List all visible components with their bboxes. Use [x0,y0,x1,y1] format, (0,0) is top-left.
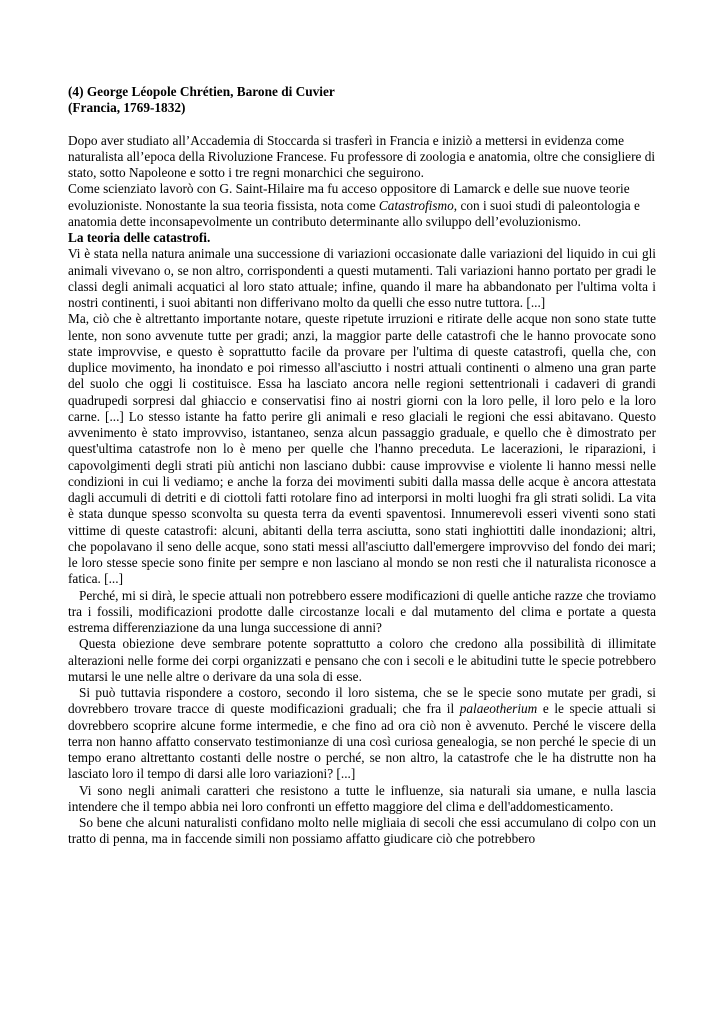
intro-paragraph-2-text-b: , con i suoi studi di paleontologia e anatomia dette inconsapevolmente un contributo determinante allo sviluppo dell’evoluzionismo. [68,197,640,229]
body-paragraph-2: Ma, ciò che è altrettanto importante notare, queste ripetute irruzioni e ritirate delle acque non sono state tutte lente, non sono avvenute tutte per gradi; anzi, la maggior parte delle catastrofi che le hanno provocate sono state improvvise, e questo è soprattutto facile da provare per l'ultima di queste catastrofi, quella che, con duplice movimento, ha inondato e poi rimesso all'asciutto i nostri attuali continenti o almeno una gran parte del suolo che oggi li costituisce. Essa ha lasciato ancora nelle regioni settentrionali i cadaveri di grandi quadrupedi sorpresi dal ghiaccio e conservatisi fino ai nostri giorni con la loro pelle, il loro pelo e la loro carne. [...] Lo stesso istante ha fatto perire gli animali e reso glaciali le regioni che essi abitavano. Questo avvenimento è stato improvviso, istantaneo, senza alcun passaggio graduale, e quello che è dimostrato per quest'ultima catastrofe non lo è meno per quelle che l'hanno preceduta. Le lacerazioni, le riparazioni, i capovolgimenti degli strati più antichi non lasciano dubbi: cause improvvise e violente li hanno messi nelle condizioni in cui li vediamo; e anche la forza dei movimenti subiti dalla massa delle acque è ancora attestata dagli accumuli di detriti e di ciottoli fatti rotolare fino ad interporsi in molti luoghi fra gli strati solidi. La vita è stata dunque spesso sconvolta su questa terra da eventi spaventosi. Innumerevoli esseri viventi sono stati vittime di queste catastrofi: alcuni, abitanti della terra asciutta, sono stati inghiottiti dalle inondazioni; altri, che popolavano il seno delle acque, sono stati messi all'asciutto dall'emergere improvviso del fondo dei mari; le loro stesse specie sono finite per sempre e non lasciano al mondo se non resti che il naturalista riconosce a fatica. [...] [68,311,656,587]
section-heading: La teoria delle catastrofi. [68,230,211,245]
title-line-1: (4) George Léopole Chrétien, Barone di Cuvier [68,84,335,99]
title-line-2: (Francia, 1769-1832) [68,100,186,116]
intro-paragraph-2 [68,181,656,230]
palaeotherium-term: palaeotherium [459,701,538,717]
body-paragraph-7: So bene che alcuni naturalisti confidano molto nelle migliaia di secoli che essi accumulano di colpo con un tratto di penna, ma in faccende simili non possiamo affatto giudicare ciò che potrebbero [68,815,656,847]
intro-paragraph-2-text-a: Come scienziato lavorò con G. Saint-Hilaire ma fu acceso oppositore di Lamarck e delle sue nuove teorie evoluzioniste. Nonostante la sua teoria fissista, nota come [68,181,630,213]
body-paragraph-5 [68,685,656,783]
body-paragraph-5-text-b: e le specie attuali si dovrebbero scoprire alcune forme intermedie, e che fino ad ora ciò non è avvenuto. Perché le viscere della terra non hanno affatto conservato testimonianze di una così curiosa genealogia, se non perché le specie di un tempo erano altrettanto costanti delle nostre o perché, se non altro, la catastrofe che le ha distrutte non ha lasciato loro il tempo di darsi alle loro variazioni? [...] [68,701,656,782]
body-paragraph-3: Perché, mi si dirà, le specie attuali non potrebbero essere modificazioni di quelle antiche razze che troviamo tra i fossili, modificazioni prodotte dalle circostanze locali e dal mutamento del clima e portate a questa estrema differenziazione da una lunga successione di anni? [68,587,656,635]
document-page [68,84,656,848]
body-paragraph-6: Vi sono negli animali caratteri che resistono a tutte le influenze, sia naturali sia umane, e nulla lascia intendere che il tempo abbia nei loro confronti un effetto maggiore del clima e dell'addomesticamento. [68,782,656,814]
catastrofismo-term: Catastrofismo [378,197,454,213]
intro-paragraph-1: Dopo aver studiato all’Accademia di Stoccarda si trasferì in Francia e iniziò a mettersi in evidenza come naturalista all’epoca della Rivoluzione Francese. Fu professore di zoologia e anatomia, oltre che consigliere di stato, sotto Napoleone e sotto i tre regni monarchici che seguirono. [68,132,656,180]
body-paragraph-1: Vi è stata nella natura animale una successione di variazioni occasionate dalle variazioni del liquido in cui gli animali vivevano o, se non altro, corrispondenti a questi mutamenti. Tali variazioni hanno portato per gradi le classi degli animali acquatici al loro stato attuale; infine, quando il mare ha abbandonato per l'ultima volta i nostri continenti, i suoi abitanti non differivano molto da quelli che esso nutre tuttora. [...] [68,246,656,310]
body-paragraph-4: Questa obiezione deve sembrare potente soprattutto a coloro che credono alla possibilità di illimitate alterazioni nelle forme dei corpi organizzati e pensano che con i secoli e le abitudini tutte le specie potrebbero mutarsi le une nelle altre o derivare da una sola di esse. [68,636,656,684]
body-paragraph-5-text-a: Si può tuttavia rispondere a costoro, secondo il loro sistema, che se le specie sono mutate per gradi, si dovrebbero trovare tracce di queste modificazioni graduali; che fra il [68,685,656,717]
